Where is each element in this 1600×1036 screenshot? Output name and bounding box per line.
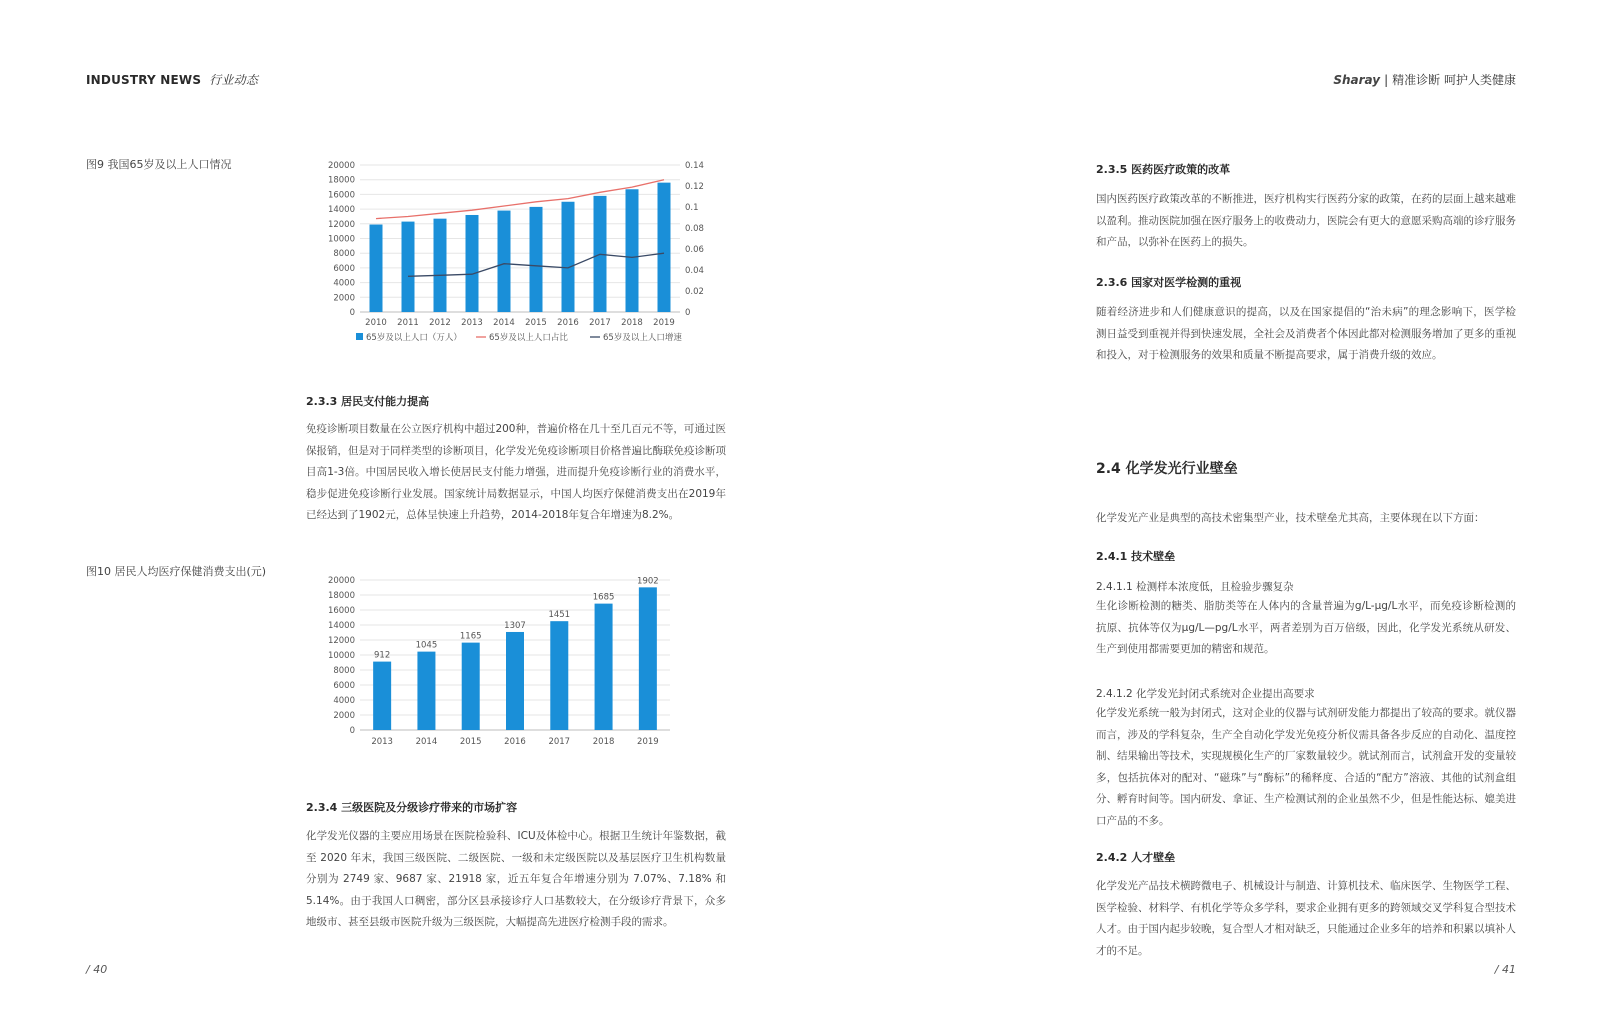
- y-tick-label: 8000: [333, 666, 355, 676]
- y-tick-label-left: 12000: [327, 219, 355, 230]
- y-tick-label-right: 0.14: [685, 161, 704, 171]
- x-tick-label: 2013: [461, 318, 483, 328]
- x-tick-label: 2014: [415, 737, 438, 747]
- sec-233-title: 2.3.3 居民支付能力提高: [306, 395, 430, 408]
- sec-2412-body: 化学发光系统一般为封闭式，这对企业的仪器与试剂研发能力都提出了较高的要求。就仪器而言，涉及的学科复杂，生产全自动化学发光免疫分析仪需具备各步反应的自动化、温度控制、结果输出等技术，实现规模化生产的厂家数量较少。就试剂而言，试剂盒开发的变量较多，包括抗体对的配对、“磁珠”与“酶标”的稀释度、合适的“配方”溶液、其他的试剂盒组分、孵育时间等。国内研发、拿证、生产检测试剂的企业虽然不少，但是性能达标、媲美进口产品的不多。: [1096, 707, 1516, 827]
- bar: [434, 219, 447, 312]
- bar: [562, 202, 575, 312]
- legend-label-growth: 65岁及以上人口增速: [603, 333, 682, 343]
- sec-236-body: 随着经济进步和人们健康意识的提高，以及在国家提倡的“治未病”的理念影响下，医学检测日益受到重视并得到快速发展，全社会及消费者个体因此都对检测服务增加了更多的重视和投入，对于检测服务的效果和质量不断提高要求，属于消费升级的效应。: [1096, 306, 1516, 361]
- bar: [658, 183, 671, 312]
- sec-234-body: 化学发光仪器的主要应用场景在医院检验科、ICU及体检中心。根据卫生统计年鉴数据，截至 2020 年末，我国三级医院、二级医院、一级和未定级医院以及基层医疗卫生机构数量分别为 2749 家、9687 家、21918 家，近五年复合年增速分别为 7.07%、7.18% 和 5.14%。由于我国人口稠密，部分区县承接诊疗人口基数较大，在分级诊疗背景下，众多地级市、甚至县级市医院升级为三级医院，大幅提高先进医疗检测手段的需求。: [306, 830, 726, 928]
- x-tick-label: 2011: [397, 318, 419, 328]
- y-tick-label-right: 0.12: [685, 182, 704, 192]
- sec-24-body: 化学发光产业是典型的高技术密集型产业，技术壁垒尤其高，主要体现在以下方面：: [1096, 512, 1485, 524]
- bar: [530, 207, 543, 312]
- sec-241-title: 2.4.1 技术壁垒: [1096, 550, 1176, 563]
- header-cn-title: 行业动态: [209, 73, 259, 87]
- bar: [506, 632, 524, 730]
- bar: [639, 587, 657, 730]
- legend-label-population: 65岁及以上人口（万人）: [366, 333, 462, 343]
- bar: [370, 225, 383, 312]
- y-tick-label-right: 0: [685, 308, 691, 318]
- page-number-right: / 41: [1494, 963, 1516, 976]
- sec-2411-body: 生化诊断检测的糖类、脂肪类等在人体内的含量普遍为g/L-μg/L水平，而免疫诊断检测的抗原、抗体等仅为μg/L—pg/L水平，两者差别为百万倍级，因此，化学发光系统从研发、生产到使用都需要更加的精密和规范。: [1096, 600, 1516, 655]
- header-left: [86, 71, 258, 88]
- fig10-chart: [300, 565, 680, 755]
- legend-swatch-population: [356, 333, 363, 340]
- sec-233-body: 免疫诊断项目数量在公立医疗机构中超过200种，普遍价格在几十至几百元不等，可通过医保报销，但是对于同样类型的诊断项目，化学发光免疫诊断项目价格普遍比酶联免疫诊断项目高1-3倍。中国居民收入增长使居民支付能力增强，进而提升免疫诊断行业的消费水平，稳步促进免疫诊断行业发展。国家统计局数据显示，中国人均医疗保健消费支出在2019年已经达到了1902元，总体呈快速上升趋势，2014-2018年复合年增速为8.2%。: [306, 423, 726, 521]
- y-tick-label-right: 0.1: [685, 203, 699, 213]
- sec-236-title: 2.3.6 国家对医学检测的重视: [1096, 276, 1242, 289]
- bar: [417, 652, 435, 730]
- data-label: 912: [374, 650, 391, 661]
- sec-242-body: 化学发光产品技术横跨微电子、机械设计与制造、计算机技术、临床医学、生物医学工程、医学检验、材料学、有机化学等众多学科，要求企业拥有更多的跨领域交叉学科复合型技术人才。由于国内起步较晚，复合型人才相对缺乏，只能通过企业多年的培养和积累以填补人才的不足。: [1096, 880, 1516, 957]
- sec-234-title: 2.3.4 三级医院及分级诊疗带来的市场扩容: [306, 801, 518, 814]
- y-tick-label-left: 4000: [333, 278, 355, 289]
- y-tick-label-left: 2000: [333, 293, 355, 304]
- bar: [595, 604, 613, 730]
- x-tick-label: 2014: [493, 318, 515, 328]
- bar: [373, 662, 391, 730]
- sec-2411-title: 2.4.1.1 检测样本浓度低，且检验步骤复杂: [1096, 581, 1294, 593]
- y-tick-label-right: 0.04: [685, 266, 704, 276]
- y-tick-label: 0: [349, 726, 355, 736]
- y-tick-label: 16000: [327, 606, 355, 616]
- sec-242-title: 2.4.2 人才壁垒: [1096, 851, 1176, 864]
- x-tick-label: 2015: [525, 318, 547, 328]
- bar: [466, 215, 479, 312]
- header-separator: |: [1384, 73, 1389, 87]
- y-tick-label-right: 0.06: [685, 245, 704, 255]
- brand-logo: Sharay: [1333, 73, 1381, 87]
- y-tick-label-left: 18000: [327, 175, 355, 186]
- x-tick-label: 2018: [621, 318, 643, 328]
- y-tick-label: 10000: [327, 651, 355, 661]
- x-tick-label: 2017: [589, 318, 611, 328]
- y-tick-label: 14000: [327, 621, 355, 631]
- y-tick-label-left: 20000: [327, 161, 355, 171]
- y-tick-label-left: 0: [349, 308, 355, 318]
- y-tick-label: 6000: [333, 681, 355, 691]
- sec-235-body: 国内医药医疗政策改革的不断推进，医疗机构实行医药分家的政策，在药的层面上越来越难以盈利。推动医院加强在医疗服务上的收费动力，医院会有更大的意愿采购高端的诊疗服务和产品，以弥补在医药上的损失。: [1096, 193, 1516, 248]
- y-tick-label-left: 10000: [327, 234, 355, 245]
- bar: [550, 621, 568, 730]
- data-label: 1451: [548, 610, 571, 621]
- y-tick-label-left: 16000: [327, 190, 355, 201]
- data-label: 1307: [504, 620, 526, 631]
- x-tick-label: 2010: [365, 318, 387, 328]
- fig10-caption: 图10 居民人均医疗保健消费支出(元): [86, 565, 267, 578]
- data-label: 1045: [415, 640, 438, 651]
- x-tick-label: 2015: [459, 737, 482, 747]
- fig9-chart: [300, 150, 704, 350]
- x-tick-label: 2019: [653, 318, 675, 328]
- sec-24-title: 2.4 化学发光行业壁垒: [1096, 461, 1238, 477]
- data-label: 1685: [592, 592, 615, 603]
- y-tick-label: 18000: [327, 591, 355, 601]
- x-tick-label: 2017: [548, 737, 571, 747]
- header-slogan: 精准诊断 呵护人类健康: [1392, 73, 1516, 87]
- bar: [402, 222, 415, 312]
- y-tick-label: 2000: [333, 711, 355, 721]
- sec-2412-title: 2.4.1.2 化学发光封闭式系统对企业提出高要求: [1096, 688, 1315, 700]
- y-tick-label-left: 8000: [333, 249, 355, 260]
- x-tick-label: 2016: [557, 318, 579, 328]
- bar: [498, 211, 511, 312]
- data-label: 1165: [459, 631, 482, 642]
- y-tick-label-right: 0.08: [685, 224, 704, 234]
- y-tick-label: 4000: [333, 696, 355, 706]
- header-en-title: INDUSTRY NEWS: [86, 73, 202, 87]
- y-tick-label-right: 0.02: [685, 287, 704, 297]
- ratio-series-line: [376, 180, 664, 219]
- legend-label-ratio: 65岁及以上人口占比: [489, 333, 568, 343]
- x-tick-label: 2016: [504, 737, 526, 747]
- y-tick-label: 20000: [327, 576, 355, 586]
- y-tick-label-left: 6000: [333, 263, 355, 274]
- fig9-caption: 图9 我国65岁及以上人口情况: [86, 158, 232, 171]
- bar: [626, 189, 639, 312]
- x-tick-label: 2013: [371, 737, 393, 747]
- header-right: [1333, 71, 1516, 88]
- y-tick-label-left: 14000: [327, 205, 355, 216]
- x-tick-label: 2018: [592, 737, 615, 747]
- x-tick-label: 2012: [429, 318, 451, 328]
- page-number-left: / 40: [86, 963, 108, 976]
- sec-235-title: 2.3.5 医药医疗政策的改革: [1096, 163, 1231, 176]
- data-label: 1902: [637, 576, 659, 587]
- y-tick-label: 12000: [327, 636, 355, 646]
- x-tick-label: 2019: [637, 737, 659, 747]
- bar: [462, 643, 480, 730]
